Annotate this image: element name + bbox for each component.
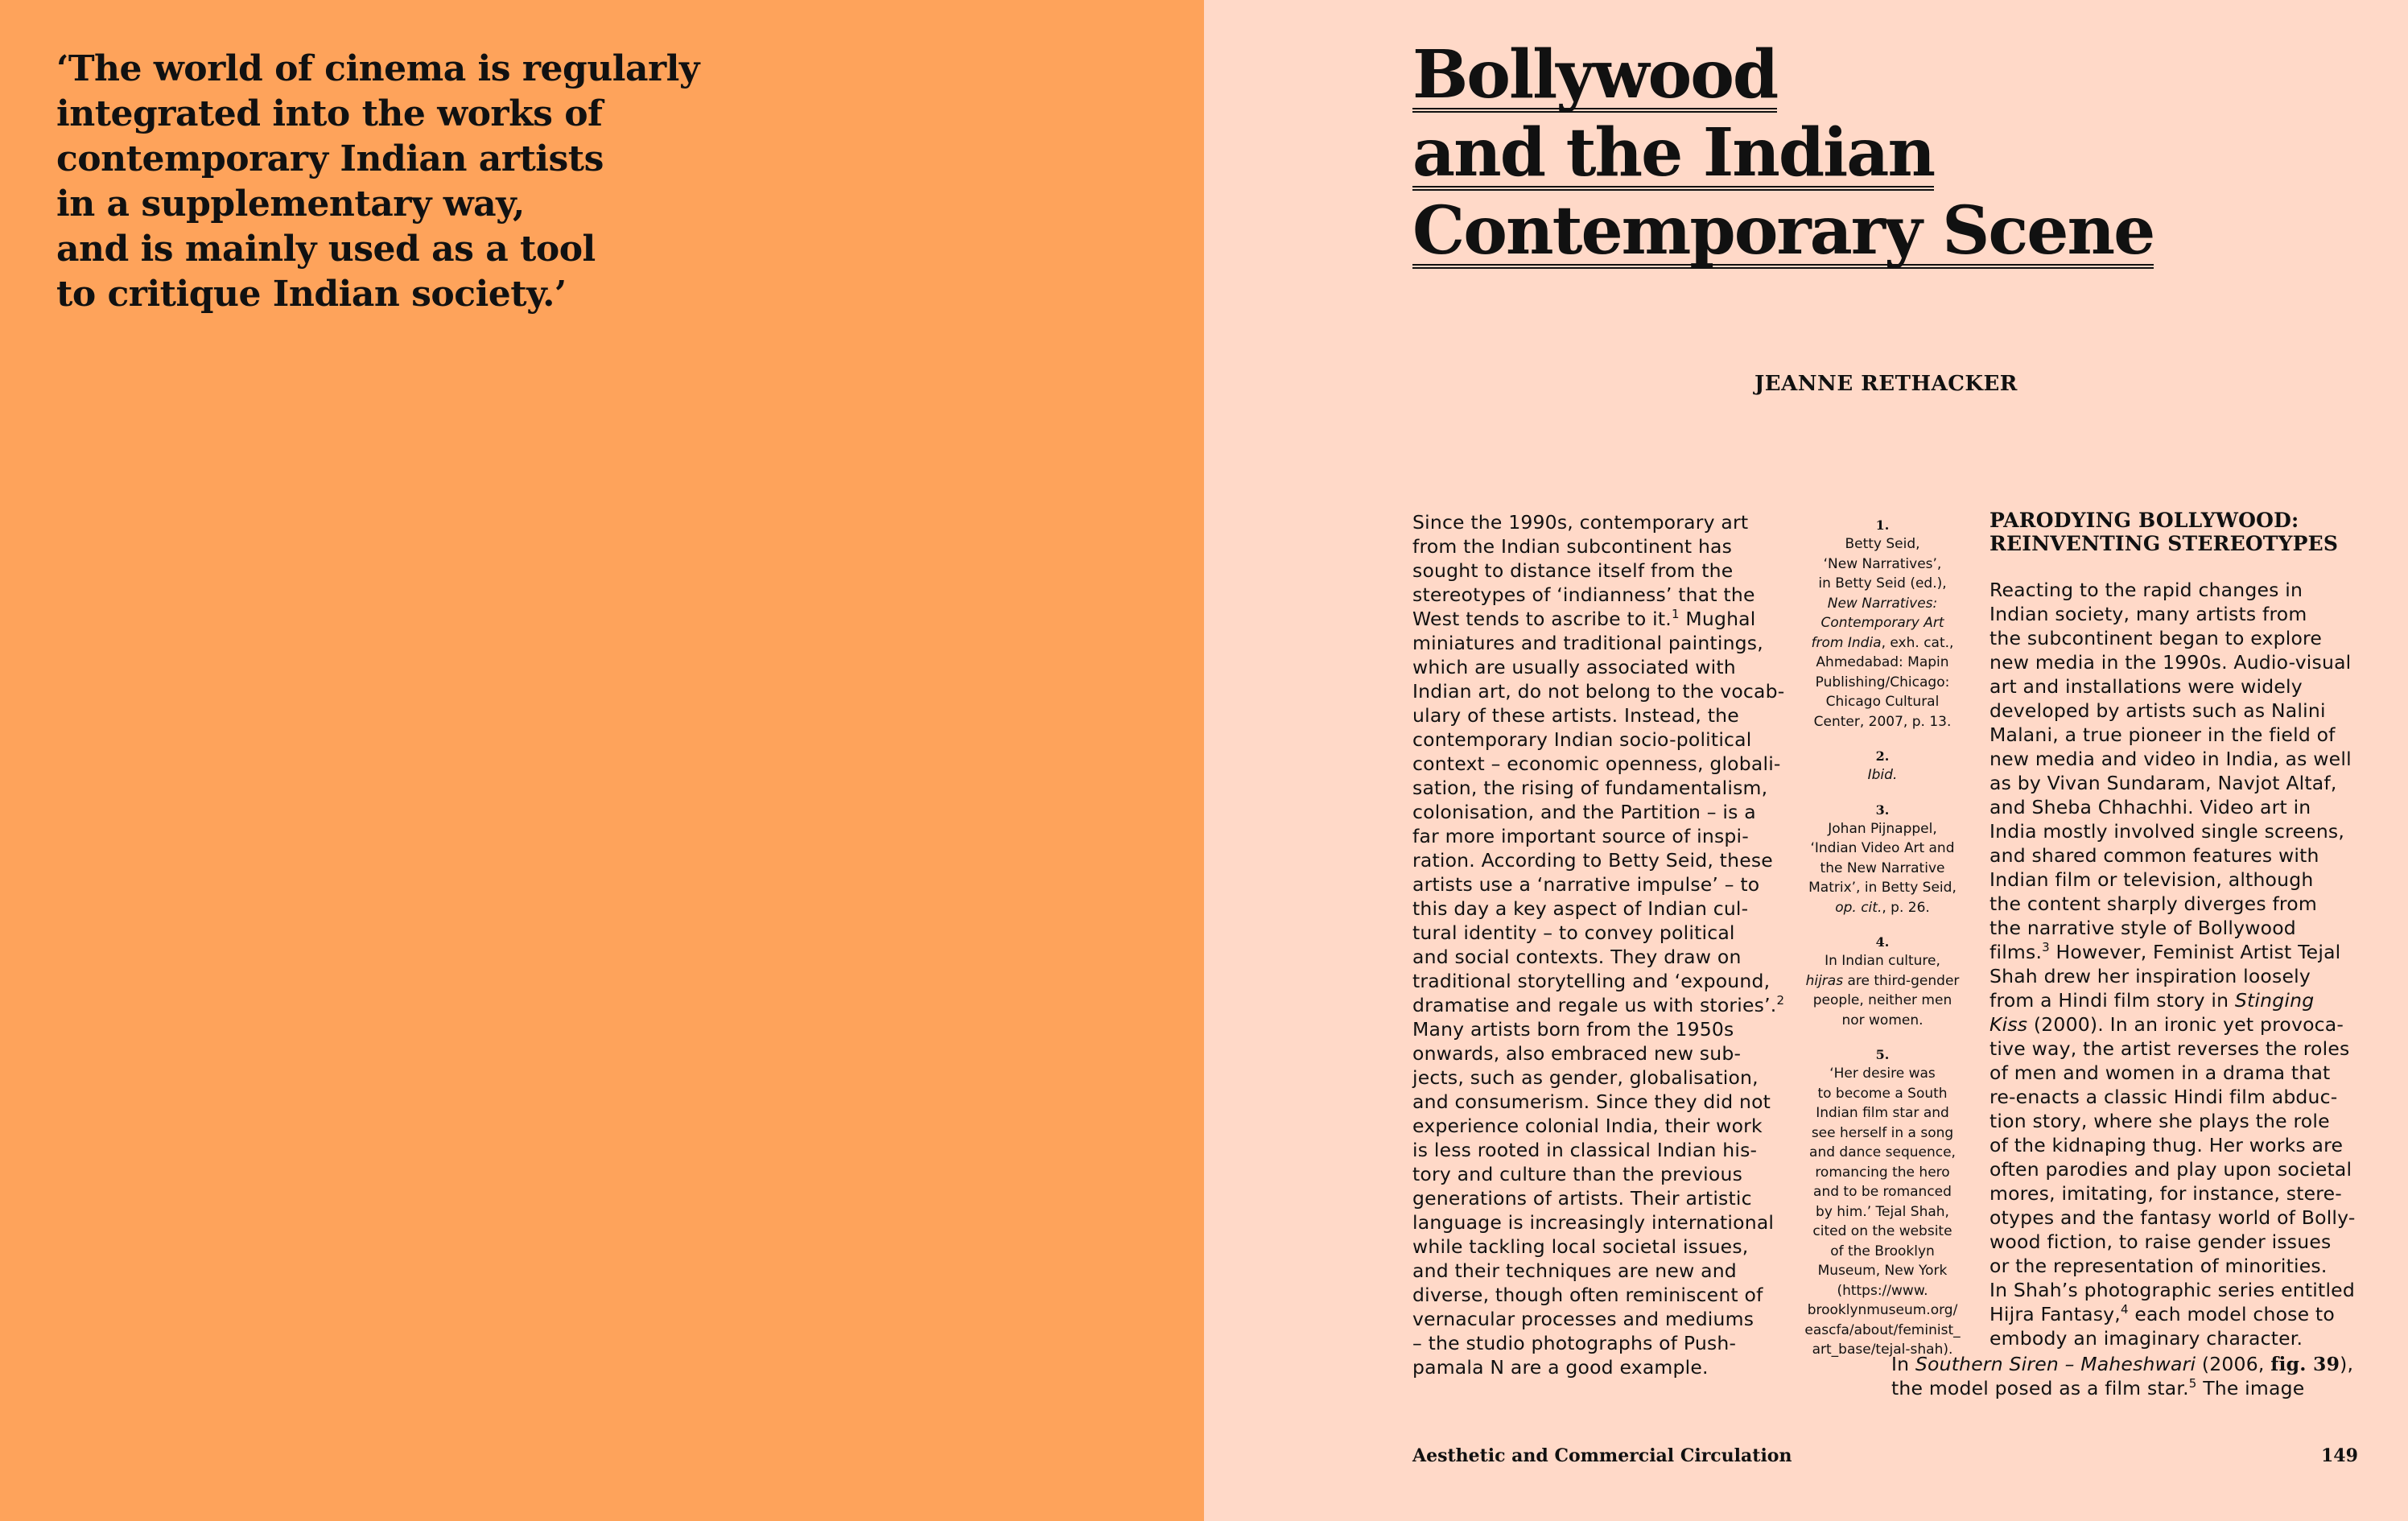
body-text: In [1891, 1353, 1915, 1375]
footnote-italic: New Narratives: [1827, 595, 1938, 612]
body-line: onwards, also embraced new sub- [1412, 1042, 1742, 1065]
body-line [1989, 988, 2360, 1012]
body-line: miniatures and traditional paintings, [1412, 632, 1763, 654]
body-line: re-enacts a classic Hindi film abduc- [1989, 1086, 2338, 1108]
footnote-line: by him.’ Tejal Shah, [1816, 1203, 1949, 1220]
body-line: new media in the 1990s. Audio-visual [1989, 651, 2352, 674]
body-line: often parodies and play upon societal [1989, 1158, 2352, 1181]
pull-quote-line: integrated into the works of [56, 93, 603, 134]
body-line: embody an imaginary character. [1989, 1327, 2303, 1350]
artwork-title: Stinging [2234, 989, 2315, 1012]
footnotes-column [1793, 517, 1972, 1376]
footnote-line [1793, 633, 1972, 653]
body-line: tive way, the artist reverses the roles [1989, 1037, 2350, 1060]
footnote-line [1793, 613, 1972, 633]
footnote-5 [1793, 1046, 1972, 1360]
body-column-1 [1412, 510, 1785, 1379]
footnote-text: are third-gender [1843, 972, 1960, 989]
body-line: traditional storytelling and ‘expound, [1412, 970, 1771, 992]
body-line: Indian art, do not belong to the vocab- [1412, 680, 1785, 703]
section-heading [1989, 509, 2360, 555]
body-line: Many artists born from the 1950s [1412, 1018, 1734, 1041]
footnote-line: to become a South [1817, 1085, 1948, 1102]
body-text: (2000). In an ironic yet provoca- [2027, 1013, 2344, 1036]
pull-quote-line: ‘The world of cinema is regularly [56, 48, 699, 89]
body-line: stereotypes of ‘indianness’ that the [1412, 583, 1755, 606]
footnote-line: ‘Her desire was [1829, 1066, 1936, 1082]
body-line: art and installations were widely [1989, 675, 2303, 698]
footnote-line: and to be romanced [1813, 1184, 1952, 1200]
section-heading-line: REINVENTING STEREOTYPES [1989, 532, 2339, 555]
pull-quote-line: to critique Indian society.’ [56, 274, 567, 315]
body-line: tural identity – to convey political [1412, 921, 1735, 944]
body-line: experience colonial India, their work [1412, 1115, 1763, 1137]
body-line: the subcontinent began to explore [1989, 627, 2323, 649]
body-line [1412, 993, 1785, 1017]
footnote-4 [1793, 934, 1972, 1030]
footnote-italic: hijras [1805, 972, 1844, 989]
body-line: generations of artists. Their artistic [1412, 1187, 1752, 1210]
body-continuation [1891, 1352, 2353, 1400]
body-line: jects, such as gender, globalisation, [1412, 1066, 1759, 1089]
footnote-number: 5. [1875, 1047, 1890, 1062]
footnote-line: in Betty Seid (ed.), [1818, 575, 1947, 592]
body-column-2 [1989, 509, 2360, 1350]
body-line: while tackling local societal issues, [1412, 1235, 1749, 1258]
body-line: and their techniques are new and [1412, 1259, 1737, 1282]
body-line: and shared common features with [1989, 844, 2319, 867]
pull-quote-line: contemporary Indian artists [56, 138, 604, 179]
body-text: West tends to ascribe to it. [1412, 608, 1672, 630]
pull-quote-line: and is mainly used as a tool [56, 229, 596, 270]
footnote-line: Johan Pijnappel, [1828, 820, 1937, 837]
body-text: films. [1989, 941, 2043, 963]
footnote-number: 3. [1875, 802, 1890, 818]
page-number: 149 [2321, 1445, 2358, 1466]
footnote-line: art_base/tejal-shah). [1812, 1342, 1953, 1358]
body-line: contemporary Indian socio-political [1412, 728, 1752, 751]
body-line: from the Indian subcontinent has [1412, 535, 1733, 558]
body-line: Since the 1990s, contemporary art [1412, 511, 1749, 534]
footnote-line: ‘Indian Video Art and [1810, 840, 1955, 856]
body-line: otypes and the fantasy world of Bolly- [1989, 1206, 2356, 1229]
body-text: (2006, [2196, 1353, 2271, 1375]
footnote-number: 4. [1875, 934, 1890, 950]
footnote-ref-4[interactable]: 4 [2120, 1302, 2129, 1317]
footnote-line: Betty Seid, [1845, 536, 1920, 552]
body-line: and consumerism. Since they did not [1412, 1090, 1771, 1113]
body-line [1989, 1012, 2360, 1037]
footnote-italic: Contemporary Art [1820, 615, 1944, 631]
body-line: – the studio photographs of Push- [1412, 1332, 1737, 1354]
artwork-title: Southern Siren – Maheshwari [1915, 1353, 2196, 1375]
body-text: The image [2196, 1377, 2305, 1399]
body-line: far more important source of inspi- [1412, 825, 1749, 847]
article-title-line: and the Indian [1412, 114, 1935, 192]
body-line: or the representation of minorities. [1989, 1255, 2328, 1277]
body-text: dramatise and regale us with stories’. [1412, 994, 1777, 1016]
footnote-italic: Ibid. [1867, 767, 1898, 783]
footnote-ref-2[interactable]: 2 [1776, 993, 1785, 1008]
section-heading-line: PARODYING BOLLYWOOD: [1989, 509, 2299, 532]
footnote-line: and dance sequence, [1809, 1144, 1956, 1160]
body-line: artists use a ‘narrative impulse’ – to [1412, 873, 1760, 896]
body-line: is less rooted in classical Indian his- [1412, 1139, 1758, 1161]
footnote-ref-1[interactable]: 1 [1671, 607, 1680, 622]
body-line: pamala N are a good example. [1412, 1356, 1709, 1379]
footnote-ref-5[interactable]: 5 [2188, 1376, 2197, 1391]
footnote-line: Center, 2007, p. 13. [1813, 713, 1952, 730]
body-text: from a Hindi film story in [1989, 989, 2235, 1012]
footnote-line: brooklynmuseum.org/ [1807, 1302, 1958, 1318]
footnote-italic: op. cit. [1835, 899, 1882, 916]
body-line: of the kidnaping thug. Her works are [1989, 1134, 2344, 1156]
body-line [1891, 1352, 2353, 1376]
footnote-line: Ahmedabad: Mapin [1816, 654, 1949, 670]
body-line: diverse, though often reminiscent of [1412, 1284, 1763, 1306]
body-line: In Shah’s photographic series entitled [1989, 1279, 2355, 1301]
article-title-line: Contemporary Scene [1412, 192, 2154, 270]
body-line: tion story, where she plays the role [1989, 1110, 2330, 1132]
footnote-line: Matrix’, in Betty Seid, [1808, 880, 1956, 896]
body-line: which are usually associated with [1412, 656, 1736, 678]
figure-reference[interactable]: fig. 39 [2270, 1353, 2340, 1375]
body-line: and Sheba Chhachhi. Video art in [1989, 796, 2311, 818]
footnote-line: cited on the website [1812, 1223, 1952, 1239]
footnote-line: (https://www. [1837, 1282, 1928, 1299]
footnote-number: 2. [1875, 748, 1890, 764]
body-line: Shah drew her inspiration loosely [1989, 965, 2311, 987]
body-line [1989, 940, 2360, 964]
body-line: as by Vivan Sundaram, Navjot Altaf, [1989, 772, 2337, 794]
body-line [1891, 1376, 2353, 1400]
pull-quote [56, 47, 781, 317]
running-footer: Aesthetic and Commercial Circulation [1412, 1445, 1792, 1466]
body-line: Indian film or television, although [1989, 868, 2314, 891]
footnote-2 [1793, 748, 1972, 785]
body-line: vernacular processes and mediums [1412, 1308, 1754, 1330]
body-line [1989, 1302, 2360, 1326]
body-line: tory and culture than the previous [1412, 1163, 1743, 1185]
body-line: this day a key aspect of Indian cul- [1412, 897, 1749, 920]
article-title [1412, 36, 2154, 276]
footnote-line: eascfa/about/feminist_ [1804, 1321, 1961, 1338]
body-line: colonisation, and the Partition – is a [1412, 801, 1756, 823]
footnote-text: , exh. cat., [1881, 634, 1954, 651]
footnote-ref-3[interactable]: 3 [2042, 940, 2050, 955]
footnote-line [1793, 971, 1972, 991]
footnote-line: In Indian culture, [1825, 953, 1940, 969]
body-line: new media and video in India, as well [1989, 748, 2352, 770]
footnote-1 [1793, 517, 1972, 732]
footnote-line [1793, 898, 1972, 918]
body-line: sation, the rising of fundamentalism, [1412, 777, 1768, 799]
body-line: Indian society, many artists from [1989, 603, 2307, 625]
body-line: sought to distance itself from the [1412, 559, 1734, 582]
footnote-line [1793, 765, 1972, 785]
footnote-line: the New Narrative [1820, 859, 1945, 876]
body-line: India mostly involved single screens, [1989, 820, 2345, 843]
body-line: language is increasingly international [1412, 1211, 1775, 1234]
body-line: ulary of these artists. Instead, the [1412, 704, 1739, 727]
body-text: However, Feminist Artist Tejal [2049, 941, 2341, 963]
body-line: developed by artists such as Nalini [1989, 699, 2326, 722]
body-line: ration. According to Betty Seid, these [1412, 849, 1773, 872]
body-text: each model chose to [2128, 1303, 2335, 1325]
footnote-line: Museum, New York [1817, 1263, 1948, 1279]
footnote-text: , p. 26. [1882, 899, 1930, 916]
body-line: the content sharply diverges from [1989, 892, 2317, 915]
body-line: and social contexts. They draw on [1412, 946, 1742, 968]
body-line: mores, imitating, for instance, stere- [1989, 1182, 2342, 1205]
footnote-line: Publishing/Chicago: [1815, 674, 1950, 690]
body-text: the model posed as a film star. [1891, 1377, 2189, 1399]
footnote-line: ‘New Narratives’, [1823, 555, 1942, 572]
footnote-line: see herself in a song [1811, 1124, 1954, 1141]
footnote-3 [1793, 802, 1972, 918]
footnote-line: of the Brooklyn [1830, 1243, 1935, 1259]
footnote-line: Chicago Cultural [1825, 694, 1940, 710]
footnote-line: nor women. [1841, 1012, 1924, 1028]
body-line: wood fiction, to raise gender issues [1989, 1230, 2332, 1253]
body-text: Hijra Fantasy, [1989, 1303, 2121, 1325]
pull-quote-line: in a supplementary way, [56, 183, 525, 225]
body-line: of men and women in a drama that [1989, 1061, 2331, 1084]
footnote-line: romancing the hero [1815, 1164, 1950, 1181]
body-line: the narrative style of Bollywood [1989, 917, 2296, 939]
footnote-line [1793, 594, 1972, 614]
article-title-line: Bollywood [1412, 36, 1778, 113]
body-text: ), [2340, 1353, 2354, 1375]
footnote-line: Indian film star and [1816, 1105, 1949, 1121]
author-byline: JEANNE RETHACKER [1754, 372, 2018, 396]
body-text: Mughal [1679, 608, 1756, 630]
footnote-line: people, neither men [1812, 992, 1952, 1008]
body-line: context – economic openness, globali- [1412, 752, 1781, 775]
footnote-number: 1. [1875, 517, 1890, 533]
body-line: Malani, a true pioneer in the field of [1989, 723, 2336, 746]
body-line: Reacting to the rapid changes in [1989, 579, 2303, 601]
artwork-title: Kiss [1989, 1013, 2028, 1036]
footnote-italic: from India [1811, 634, 1882, 651]
body-line [1412, 607, 1779, 631]
